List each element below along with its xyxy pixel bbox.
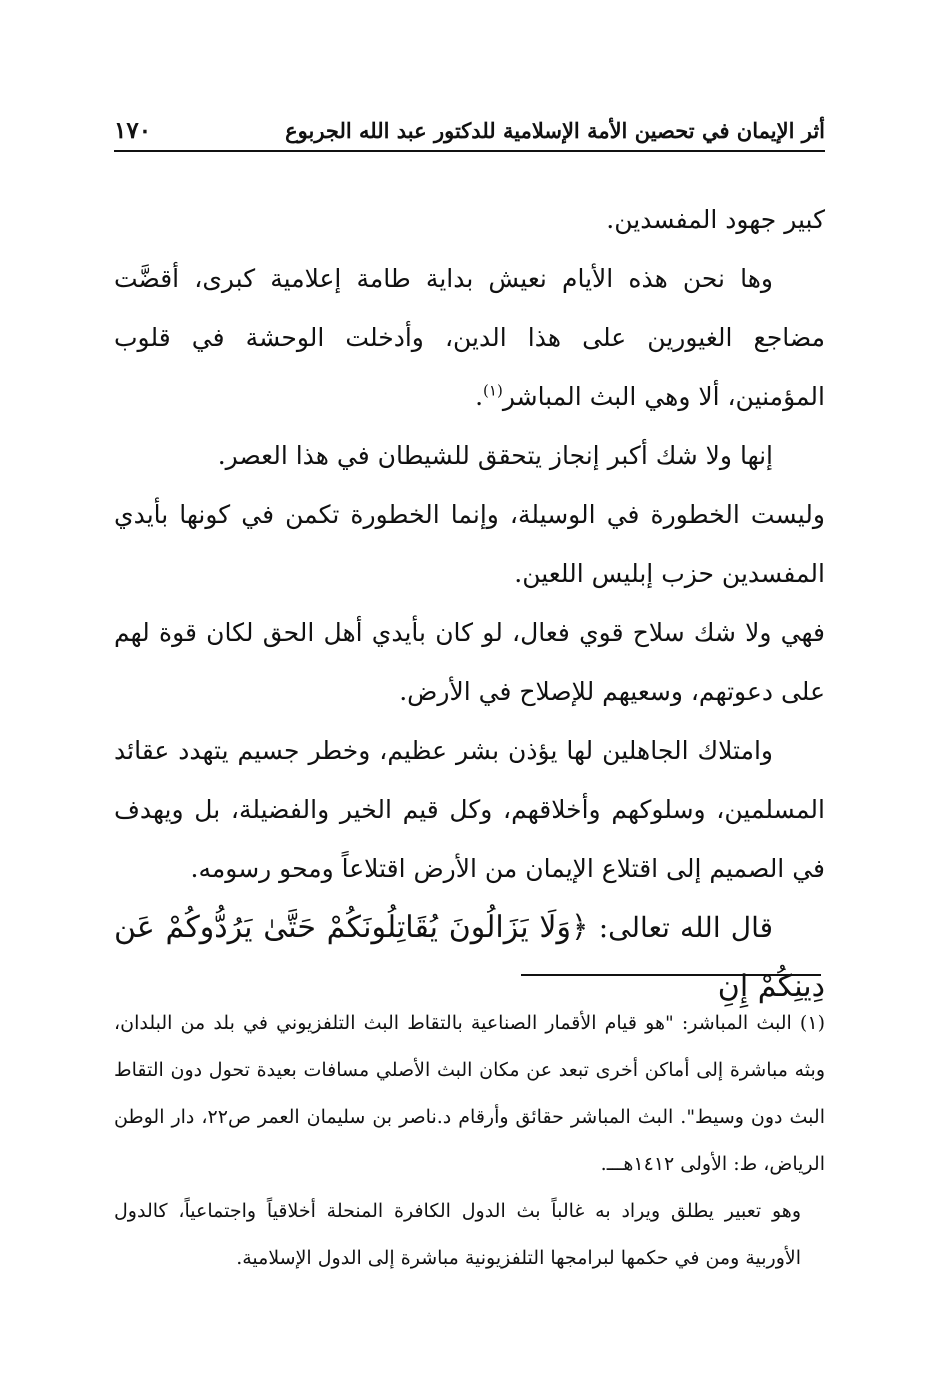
paragraph-1: كبير جهود المفسدين. — [606, 205, 825, 234]
footnote-1-continued: وهو تعبير يطلق ويراد به غالباً بث الدول الكافرة المنحلة أخلاقياً واجتماعياً، كالدول الأوربية ومن في حكمها لبرامجها التلفزيونية مباشرة إلى الدول الإسلامية. — [114, 1200, 801, 1269]
running-header — [114, 110, 825, 152]
paragraph-4: وليست الخطورة في الوسيلة، وإنما الخطورة تكمن في كونها بأيدي المفسدين حزب إبليس اللعين. — [114, 500, 825, 588]
page-number: ١٧٠ — [114, 116, 152, 144]
footnote-separator — [521, 974, 821, 976]
footnotes — [114, 1000, 825, 1282]
paragraph-2 — [114, 249, 825, 426]
main-text — [114, 190, 825, 1016]
paragraph-3: إنها ولا شك أكبر إنجاز يتحقق للشيطان في هذا العصر. — [217, 441, 773, 470]
quran-verse: ﴿وَلَا يَزَالُونَ يُقَاتِلُونَكُمْ حَتَّىٰ يَرُدُّوكُمْ عَن دِينِكُمْ إِنِ — [114, 910, 825, 1004]
book-title: أثر الإيمان في تحصين الأمة الإسلامية للدكتور عبد الله الجربوع — [285, 117, 825, 143]
footnote-reference[interactable]: (١) — [483, 381, 503, 400]
paragraph-6: وامتلاك الجاهلين لها يؤذن بشر عظيم، وخطر جسيم يتهدد عقائد المسلمين، وسلوكهم وأخلاقهم، وكل قيم الخير والفضيلة، بل ويهدف في الصميم إلى اقتلاع الإيمان من الأرض اقتلاعاً ومحو رسومه. — [114, 736, 825, 883]
quran-intro: قال الله تعالى: — [598, 911, 773, 944]
footnote-1: (١) البث المباشر: "هو قيام الأقمار الصناعية بالتقاط البث التلفزيوني في بلد من البلدان، وبثه مباشرة إلى أماكن أخرى تبعد عن مكان البث الأصلي مسافات بعيدة تحول دون التقاط البث دون وسيط". البث المباشر حقائق وأرقام د.ناصر بن سليمان العمر ص٢٢، دار الوطن الرياض، ط: الأولى ١٤١٢هـــ. — [114, 1012, 825, 1175]
quran-quote — [114, 898, 825, 1016]
paragraph-2-text: وها نحن هذه الأيام نعيش بداية طامة إعلامية كبرى، أقضَّت مضاجع الغيورين على هذا الدين، وأدخلت الوحشة في قلوب المؤمنين، ألا وهي البث المباشر — [114, 264, 825, 411]
paragraph-2-end: . — [475, 382, 484, 411]
paragraph-5: فهي ولا شك سلاح قوي فعال، لو كان بأيدي أهل الحق لكان قوة لهم على دعوتهم، وسعيهم للإصلاح في الأرض. — [114, 618, 825, 706]
